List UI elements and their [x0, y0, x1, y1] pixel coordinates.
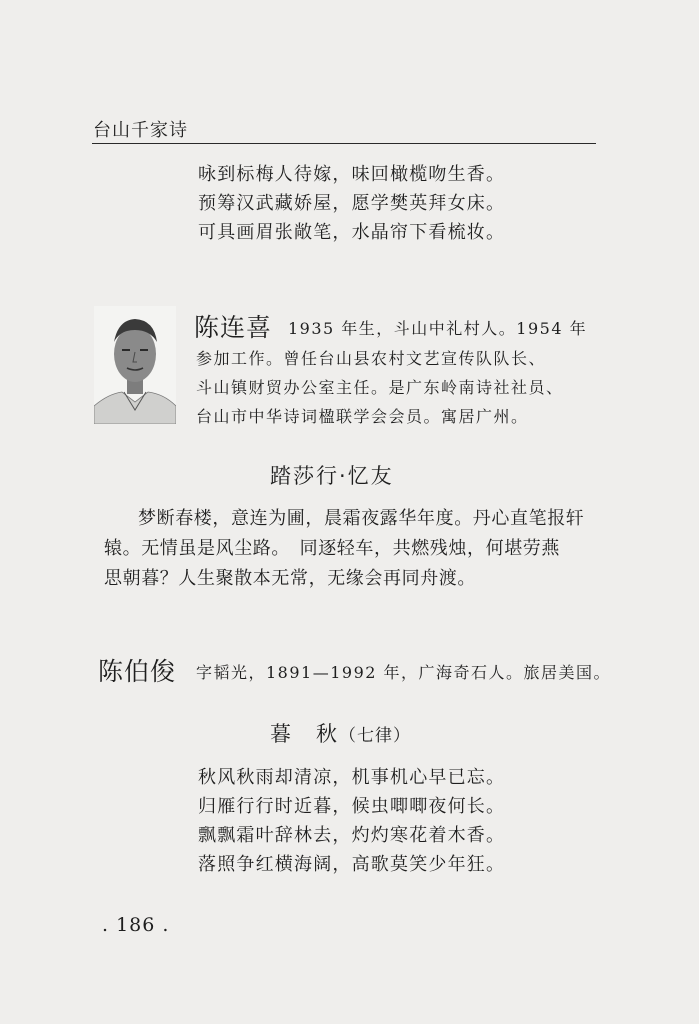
poem-line-4: 落照争红横海阔，高歌莫笑少年狂。	[198, 854, 506, 875]
continuation-line-2: 预筹汉武藏娇屋，愿学樊英拜女床。	[198, 193, 506, 214]
author1-bio-line-1: 1935 年生，斗山中礼村人。1954 年	[288, 319, 588, 338]
running-header: 台山千家诗	[93, 120, 188, 141]
author-portrait-photo	[94, 306, 176, 424]
author1-bio-line-2: 参加工作。曾任台山县农村文艺宣传队队长、	[196, 349, 547, 368]
poem-line-3: 飘飘霜叶辞林去，灼灼寒花着木香。	[198, 825, 506, 846]
poem-form-label: （七律）	[339, 726, 411, 746]
ci-poem-line-2: 辕。无情虽是风尘路。 同逐轻车，共燃残烛，何堪劳燕	[104, 538, 560, 559]
poem-line-2: 归雁行行时近暮，候虫唧唧夜何长。	[198, 796, 506, 817]
poem-title-mu-qiu	[270, 718, 411, 748]
poem-title-text: 暮 秋	[270, 722, 339, 746]
author-name-chen-lianxi: 陈连喜	[194, 313, 273, 342]
ci-poem-line-3: 思朝暮？人生聚散本无常，无缘会再同舟渡。	[104, 568, 476, 589]
author-name-chen-bojun: 陈伯俊	[98, 657, 177, 686]
continuation-line-1: 咏到标梅人待嫁，味回橄榄吻生香。	[198, 164, 506, 185]
continuation-line-3: 可具画眉张敞笔，水晶帘下看梳妆。	[198, 222, 506, 243]
ci-poem-line-1: 梦断春楼，意连为圃，晨霜夜露华年度。丹心直笔报轩	[138, 508, 585, 529]
poem-line-1: 秋风秋雨却清凉，机事机心早已忘。	[198, 767, 506, 788]
poem-title-ta-sha-xing: 踏莎行·忆友	[270, 464, 394, 488]
author1-bio-line-3: 斗山镇财贸办公室主任。是广东岭南诗社社员、	[196, 378, 564, 397]
author2-bio: 字韬光，1891—1992 年，广海奇石人。旅居美国。	[196, 663, 612, 682]
page-number: . 186 .	[102, 914, 170, 936]
author1-bio-line-4: 台山市中华诗词楹联学会会员。寓居广州。	[196, 407, 529, 426]
header-rule	[92, 143, 596, 144]
